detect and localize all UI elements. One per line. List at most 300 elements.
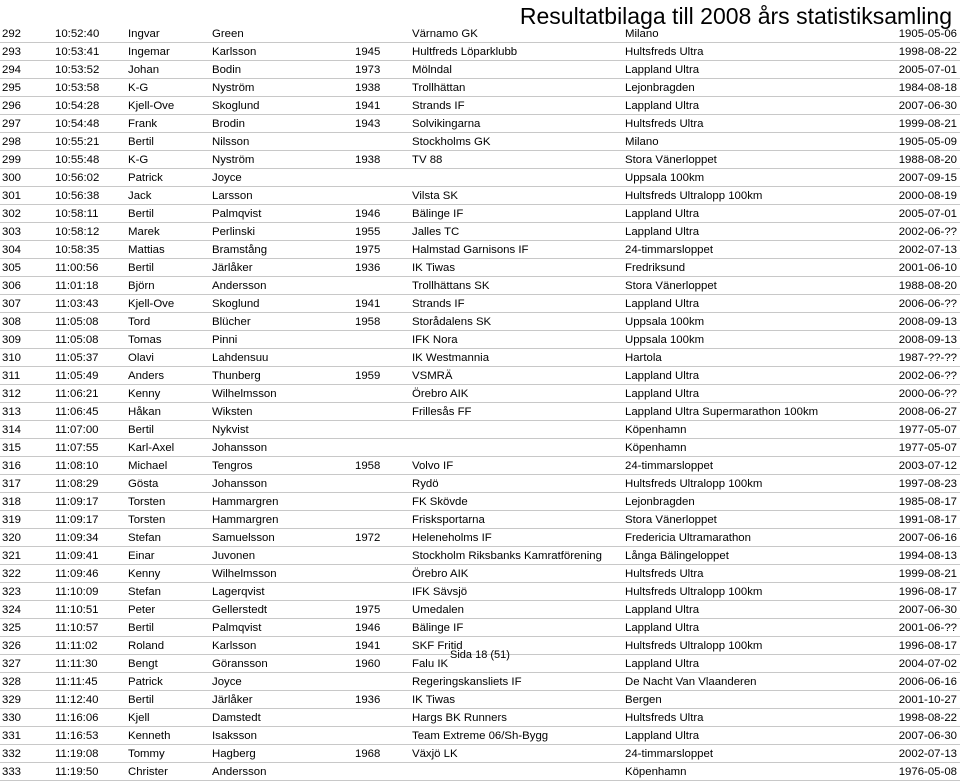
race-cell: Stora Vänerloppet xyxy=(625,514,717,526)
table-row xyxy=(0,709,960,727)
time-cell: 11:05:49 xyxy=(55,370,99,382)
last-name-cell: Hagberg xyxy=(212,748,256,760)
first-name-cell: Bertil xyxy=(128,262,154,274)
table-row xyxy=(0,313,960,331)
club-cell: Örebro AIK xyxy=(412,568,469,580)
place-cell: 318 xyxy=(2,496,22,508)
date-cell: 2001-06-?? xyxy=(898,622,957,634)
birth-year-cell: 1936 xyxy=(355,694,381,706)
club-cell: Falu IK xyxy=(412,658,449,670)
place-cell: 317 xyxy=(2,478,22,490)
date-cell: 1988-08-20 xyxy=(898,154,957,166)
table-row xyxy=(0,169,960,187)
first-name-cell: Kenneth xyxy=(128,730,171,742)
table-row xyxy=(0,97,960,115)
club-cell: Trollhättan xyxy=(412,82,466,94)
table-row xyxy=(0,547,960,565)
time-cell: 11:00:56 xyxy=(55,262,99,274)
first-name-cell: Christer xyxy=(128,766,168,778)
time-cell: 10:53:41 xyxy=(55,46,100,58)
last-name-cell: Perlinski xyxy=(212,226,256,238)
table-row xyxy=(0,259,960,277)
last-name-cell: Thunberg xyxy=(212,370,261,382)
race-cell: Lappland Ultra xyxy=(625,208,700,220)
first-name-cell: Bertil xyxy=(128,136,154,148)
race-cell: Lappland Ultra Supermarathon 100km xyxy=(625,406,819,418)
place-cell: 297 xyxy=(2,118,22,130)
date-cell: 1905-05-09 xyxy=(898,136,957,148)
race-cell: Hultsfreds Ultralopp 100km xyxy=(625,190,763,202)
race-cell: Hultsfreds Ultra xyxy=(625,712,704,724)
place-cell: 322 xyxy=(2,568,22,580)
table-row xyxy=(0,691,960,709)
date-cell: 1998-08-22 xyxy=(898,46,957,58)
race-cell: 24-timmarsloppet xyxy=(625,748,713,760)
place-cell: 310 xyxy=(2,352,22,364)
place-cell: 324 xyxy=(2,604,22,616)
time-cell: 11:09:41 xyxy=(55,550,99,562)
race-cell: Lappland Ultra xyxy=(625,730,700,742)
club-cell: IK Tiwas xyxy=(412,694,456,706)
club-cell: Team Extreme 06/Sh-Bygg xyxy=(412,730,549,742)
table-row xyxy=(0,349,960,367)
club-cell: Bälinge IF xyxy=(412,622,464,634)
birth-year-cell: 1941 xyxy=(355,298,381,310)
date-cell: 1977-05-07 xyxy=(898,442,957,454)
table-row xyxy=(0,511,960,529)
race-cell: Stora Vänerloppet xyxy=(625,154,717,166)
first-name-cell: K-G xyxy=(128,82,149,94)
place-cell: 321 xyxy=(2,550,22,562)
date-cell: 2006-06-?? xyxy=(898,298,957,310)
last-name-cell: Tengros xyxy=(212,460,253,472)
last-name-cell: Johansson xyxy=(212,442,268,454)
first-name-cell: Marek xyxy=(128,226,160,238)
last-name-cell: Andersson xyxy=(212,280,267,292)
table-row xyxy=(0,241,960,259)
club-cell: FK Skövde xyxy=(412,496,468,508)
last-name-cell: Green xyxy=(212,28,244,40)
table-row xyxy=(0,79,960,97)
date-cell: 1996-08-17 xyxy=(898,586,957,598)
last-name-cell: Skoglund xyxy=(212,100,260,112)
race-cell: De Nacht Van Vlaanderen xyxy=(625,676,757,688)
place-cell: 305 xyxy=(2,262,22,274)
last-name-cell: Andersson xyxy=(212,766,267,778)
club-cell: Hultfreds Löparklubb xyxy=(412,46,518,58)
time-cell: 10:58:12 xyxy=(55,226,100,238)
date-cell: 2004-07-02 xyxy=(898,658,957,670)
date-cell: 1987-??-?? xyxy=(898,352,957,364)
first-name-cell: Håkan xyxy=(128,406,161,418)
club-cell: VSMRÄ xyxy=(412,370,453,382)
last-name-cell: Joyce xyxy=(212,676,242,688)
last-name-cell: Skoglund xyxy=(212,298,260,310)
time-cell: 11:10:57 xyxy=(55,622,99,634)
date-cell: 2002-06-?? xyxy=(898,226,957,238)
table-row xyxy=(0,493,960,511)
place-cell: 300 xyxy=(2,172,22,184)
table-row xyxy=(0,205,960,223)
birth-year-cell: 1959 xyxy=(355,370,381,382)
last-name-cell: Hammargren xyxy=(212,496,279,508)
race-cell: Hultsfreds Ultralopp 100km xyxy=(625,586,763,598)
time-cell: 11:10:51 xyxy=(55,604,99,616)
date-cell: 1996-08-17 xyxy=(898,640,957,652)
last-name-cell: Nilsson xyxy=(212,136,250,148)
club-cell: Växjö LK xyxy=(412,748,458,760)
last-name-cell: Larsson xyxy=(212,190,253,202)
race-cell: Lappland Ultra xyxy=(625,100,700,112)
last-name-cell: Nyström xyxy=(212,82,255,94)
place-cell: 326 xyxy=(2,640,22,652)
club-cell: Umedalen xyxy=(412,604,464,616)
date-cell: 2005-07-01 xyxy=(898,64,957,76)
time-cell: 11:09:17 xyxy=(55,514,99,526)
place-cell: 316 xyxy=(2,460,22,472)
place-cell: 311 xyxy=(2,370,21,382)
club-cell: Solvikingarna xyxy=(412,118,481,130)
place-cell: 332 xyxy=(2,748,22,760)
place-cell: 308 xyxy=(2,316,22,328)
last-name-cell: Wilhelmsson xyxy=(212,388,277,400)
last-name-cell: Nyström xyxy=(212,154,255,166)
race-cell: Uppsala 100km xyxy=(625,172,705,184)
place-cell: 309 xyxy=(2,334,22,346)
last-name-cell: Göransson xyxy=(212,658,268,670)
last-name-cell: Palmqvist xyxy=(212,622,262,634)
place-cell: 320 xyxy=(2,532,22,544)
table-row xyxy=(0,115,960,133)
first-name-cell: Mattias xyxy=(128,244,165,256)
birth-year-cell: 1943 xyxy=(355,118,381,130)
club-cell: Storådalens SK xyxy=(412,316,492,328)
birth-year-cell: 1945 xyxy=(355,46,381,58)
table-row xyxy=(0,277,960,295)
birth-year-cell: 1941 xyxy=(355,100,381,112)
birth-year-cell: 1972 xyxy=(355,532,381,544)
table-row xyxy=(0,619,960,637)
first-name-cell: Olavi xyxy=(128,352,154,364)
date-cell: 2000-08-19 xyxy=(898,190,957,202)
place-cell: 292 xyxy=(2,28,22,40)
race-cell: Milano xyxy=(625,28,659,40)
date-cell: 1999-08-21 xyxy=(898,118,957,130)
first-name-cell: K-G xyxy=(128,154,149,166)
first-name-cell: Bertil xyxy=(128,622,154,634)
table-row xyxy=(0,421,960,439)
race-cell: 24-timmarsloppet xyxy=(625,244,713,256)
time-cell: 11:06:21 xyxy=(55,388,99,400)
place-cell: 293 xyxy=(2,46,22,58)
race-cell: Stora Vänerloppet xyxy=(625,280,717,292)
time-cell: 11:08:29 xyxy=(55,478,99,490)
race-cell: Hultsfreds Ultralopp 100km xyxy=(625,640,763,652)
birth-year-cell: 1975 xyxy=(355,604,381,616)
club-cell: Mölndal xyxy=(412,64,452,76)
place-cell: 294 xyxy=(2,64,22,76)
first-name-cell: Kjell-Ove xyxy=(128,298,175,310)
place-cell: 303 xyxy=(2,226,22,238)
first-name-cell: Stefan xyxy=(128,532,161,544)
date-cell: 1977-05-07 xyxy=(898,424,957,436)
table-row xyxy=(0,133,960,151)
date-cell: 2008-09-13 xyxy=(898,334,957,346)
first-name-cell: Bertil xyxy=(128,424,154,436)
date-cell: 2008-06-27 xyxy=(898,406,957,418)
last-name-cell: Karlsson xyxy=(212,640,257,652)
date-cell: 2000-06-?? xyxy=(898,388,957,400)
table-row xyxy=(0,25,960,43)
date-cell: 1976-05-08 xyxy=(898,766,957,778)
table-row xyxy=(0,295,960,313)
time-cell: 11:01:18 xyxy=(55,280,99,292)
club-cell: Rydö xyxy=(412,478,439,490)
date-cell: 2002-07-13 xyxy=(898,748,957,760)
race-cell: Lappland Ultra xyxy=(625,622,700,634)
place-cell: 314 xyxy=(2,424,22,436)
date-cell: 2001-06-10 xyxy=(898,262,957,274)
race-cell: Hultsfreds Ultralopp 100km xyxy=(625,478,763,490)
time-cell: 11:05:08 xyxy=(55,334,99,346)
last-name-cell: Damstedt xyxy=(212,712,261,724)
race-cell: Hartola xyxy=(625,352,662,364)
time-cell: 11:16:06 xyxy=(55,712,99,724)
first-name-cell: Tord xyxy=(128,316,151,328)
first-name-cell: Gösta xyxy=(128,478,159,490)
table-row xyxy=(0,385,960,403)
date-cell: 1984-08-18 xyxy=(898,82,957,94)
table-row xyxy=(0,367,960,385)
first-name-cell: Frank xyxy=(128,118,158,130)
place-cell: 313 xyxy=(2,406,22,418)
race-cell: Lappland Ultra xyxy=(625,658,700,670)
place-cell: 301 xyxy=(2,190,22,202)
time-cell: 11:19:08 xyxy=(55,748,99,760)
time-cell: 11:03:43 xyxy=(55,298,99,310)
last-name-cell: Wiksten xyxy=(212,406,253,418)
first-name-cell: Einar xyxy=(128,550,155,562)
place-cell: 323 xyxy=(2,586,22,598)
birth-year-cell: 1955 xyxy=(355,226,381,238)
date-cell: 1994-08-13 xyxy=(898,550,957,562)
date-cell: 1997-08-23 xyxy=(898,478,957,490)
time-cell: 11:09:46 xyxy=(55,568,99,580)
table-row xyxy=(0,673,960,691)
race-cell: Hultsfreds Ultra xyxy=(625,568,704,580)
first-name-cell: Johan xyxy=(128,64,160,76)
first-name-cell: Bertil xyxy=(128,208,154,220)
date-cell: 2007-06-16 xyxy=(898,532,957,544)
date-cell: 2007-06-30 xyxy=(898,730,957,742)
date-cell: 2005-07-01 xyxy=(898,208,957,220)
birth-year-cell: 1941 xyxy=(355,640,381,652)
club-cell: Strands IF xyxy=(412,100,465,112)
table-row xyxy=(0,403,960,421)
table-row xyxy=(0,223,960,241)
last-name-cell: Järlåker xyxy=(212,262,253,274)
race-cell: Fredericia Ultramarathon xyxy=(625,532,751,544)
club-cell: Hargs BK Runners xyxy=(412,712,507,724)
race-cell: Hultsfreds Ultra xyxy=(625,46,704,58)
place-cell: 319 xyxy=(2,514,22,526)
table-row xyxy=(0,565,960,583)
first-name-cell: Bengt xyxy=(128,658,158,670)
place-cell: 315 xyxy=(2,442,22,454)
last-name-cell: Juvonen xyxy=(212,550,256,562)
date-cell: 1985-08-17 xyxy=(898,496,957,508)
club-cell: Strands IF xyxy=(412,298,465,310)
time-cell: 10:55:48 xyxy=(55,154,100,166)
race-cell: Köpenhamn xyxy=(625,766,687,778)
time-cell: 11:09:17 xyxy=(55,496,99,508)
club-cell: Värnamo GK xyxy=(412,28,478,40)
date-cell: 2002-06-?? xyxy=(898,370,957,382)
date-cell: 2006-06-16 xyxy=(898,676,957,688)
table-row xyxy=(0,187,960,205)
time-cell: 11:05:08 xyxy=(55,316,99,328)
last-name-cell: Karlsson xyxy=(212,46,257,58)
race-cell: Lappland Ultra xyxy=(625,298,700,310)
club-cell: Bälinge IF xyxy=(412,208,464,220)
table-row xyxy=(0,331,960,349)
club-cell: Frisksportarna xyxy=(412,514,485,526)
place-cell: 306 xyxy=(2,280,22,292)
first-name-cell: Torsten xyxy=(128,496,166,508)
place-cell: 329 xyxy=(2,694,22,706)
race-cell: Uppsala 100km xyxy=(625,316,705,328)
first-name-cell: Patrick xyxy=(128,172,163,184)
page-footer: Sida 18 (51) xyxy=(450,649,510,661)
last-name-cell: Joyce xyxy=(212,172,242,184)
time-cell: 11:11:30 xyxy=(55,658,98,670)
date-cell: 2008-09-13 xyxy=(898,316,957,328)
birth-year-cell: 1968 xyxy=(355,748,381,760)
place-cell: 312 xyxy=(2,388,22,400)
race-cell: Lappland Ultra xyxy=(625,388,700,400)
place-cell: 307 xyxy=(2,298,22,310)
last-name-cell: Palmqvist xyxy=(212,208,262,220)
results-table xyxy=(0,25,960,781)
race-cell: Hultsfreds Ultra xyxy=(625,118,704,130)
time-cell: 10:52:40 xyxy=(55,28,100,40)
date-cell: 2002-07-13 xyxy=(898,244,957,256)
club-cell: Volvo IF xyxy=(412,460,454,472)
last-name-cell: Lahdensuu xyxy=(212,352,269,364)
time-cell: 11:11:45 xyxy=(55,676,98,688)
time-cell: 11:19:50 xyxy=(55,766,99,778)
race-cell: Fredriksund xyxy=(625,262,686,274)
race-cell: Köpenhamn xyxy=(625,442,687,454)
race-cell: 24-timmarsloppet xyxy=(625,460,713,472)
race-cell: Uppsala 100km xyxy=(625,334,705,346)
time-cell: 11:07:00 xyxy=(55,424,99,436)
table-row xyxy=(0,43,960,61)
race-cell: Milano xyxy=(625,136,659,148)
birth-year-cell: 1938 xyxy=(355,154,381,166)
race-cell: Lejonbragden xyxy=(625,82,695,94)
last-name-cell: Hammargren xyxy=(212,514,279,526)
first-name-cell: Kjell xyxy=(128,712,150,724)
club-cell: Stockholm Riksbanks Kamratförening xyxy=(412,550,602,562)
last-name-cell: Nykvist xyxy=(212,424,249,436)
first-name-cell: Kenny xyxy=(128,388,161,400)
club-cell: Frillesås FF xyxy=(412,406,472,418)
first-name-cell: Anders xyxy=(128,370,165,382)
club-cell: IK Tiwas xyxy=(412,262,456,274)
time-cell: 11:09:34 xyxy=(55,532,99,544)
race-cell: Lappland Ultra xyxy=(625,226,700,238)
birth-year-cell: 1975 xyxy=(355,244,381,256)
club-cell: Regeringskansliets IF xyxy=(412,676,522,688)
race-cell: Köpenhamn xyxy=(625,424,687,436)
date-cell: 2007-06-30 xyxy=(898,100,957,112)
time-cell: 11:16:53 xyxy=(55,730,99,742)
last-name-cell: Lagerqvist xyxy=(212,586,265,598)
club-cell: Stockholms GK xyxy=(412,136,491,148)
last-name-cell: Brodin xyxy=(212,118,245,130)
date-cell: 1998-08-22 xyxy=(898,712,957,724)
last-name-cell: Bodin xyxy=(212,64,242,76)
first-name-cell: Patrick xyxy=(128,676,163,688)
table-row xyxy=(0,601,960,619)
club-cell: Heleneholms IF xyxy=(412,532,492,544)
date-cell: 2007-06-30 xyxy=(898,604,957,616)
first-name-cell: Björn xyxy=(128,280,155,292)
club-cell: IFK Sävsjö xyxy=(412,586,468,598)
place-cell: 302 xyxy=(2,208,22,220)
club-cell: SKF Fritid xyxy=(412,640,463,652)
table-row xyxy=(0,61,960,79)
last-name-cell: Blücher xyxy=(212,316,251,328)
time-cell: 11:12:40 xyxy=(55,694,99,706)
race-cell: Lejonbragden xyxy=(625,496,695,508)
first-name-cell: Kjell-Ove xyxy=(128,100,175,112)
time-cell: 10:56:02 xyxy=(55,172,100,184)
race-cell: Lappland Ultra xyxy=(625,370,700,382)
first-name-cell: Bertil xyxy=(128,694,154,706)
first-name-cell: Peter xyxy=(128,604,156,616)
time-cell: 11:07:55 xyxy=(55,442,99,454)
race-cell: Lappland Ultra xyxy=(625,604,700,616)
club-cell: Jalles TC xyxy=(412,226,460,238)
table-row xyxy=(0,583,960,601)
place-cell: 296 xyxy=(2,100,22,112)
first-name-cell: Karl-Axel xyxy=(128,442,175,454)
time-cell: 11:10:09 xyxy=(55,586,99,598)
club-cell: IK Westmannia xyxy=(412,352,490,364)
page-title: Resultatbilaga till 2008 års statistiksamling xyxy=(519,3,952,29)
club-cell: TV 88 xyxy=(412,154,443,166)
time-cell: 11:11:02 xyxy=(55,640,98,652)
time-cell: 10:58:35 xyxy=(55,244,100,256)
birth-year-cell: 1946 xyxy=(355,622,381,634)
date-cell: 2003-07-12 xyxy=(898,460,957,472)
place-cell: 304 xyxy=(2,244,22,256)
time-cell: 11:06:45 xyxy=(55,406,99,418)
first-name-cell: Kenny xyxy=(128,568,161,580)
time-cell: 11:08:10 xyxy=(55,460,99,472)
time-cell: 10:53:52 xyxy=(55,64,100,76)
club-cell: Örebro AIK xyxy=(412,388,469,400)
place-cell: 328 xyxy=(2,676,22,688)
first-name-cell: Ingemar xyxy=(128,46,170,58)
last-name-cell: Järlåker xyxy=(212,694,253,706)
date-cell: 2007-09-15 xyxy=(898,172,957,184)
place-cell: 295 xyxy=(2,82,22,94)
time-cell: 10:53:58 xyxy=(55,82,100,94)
time-cell: 10:56:38 xyxy=(55,190,100,202)
